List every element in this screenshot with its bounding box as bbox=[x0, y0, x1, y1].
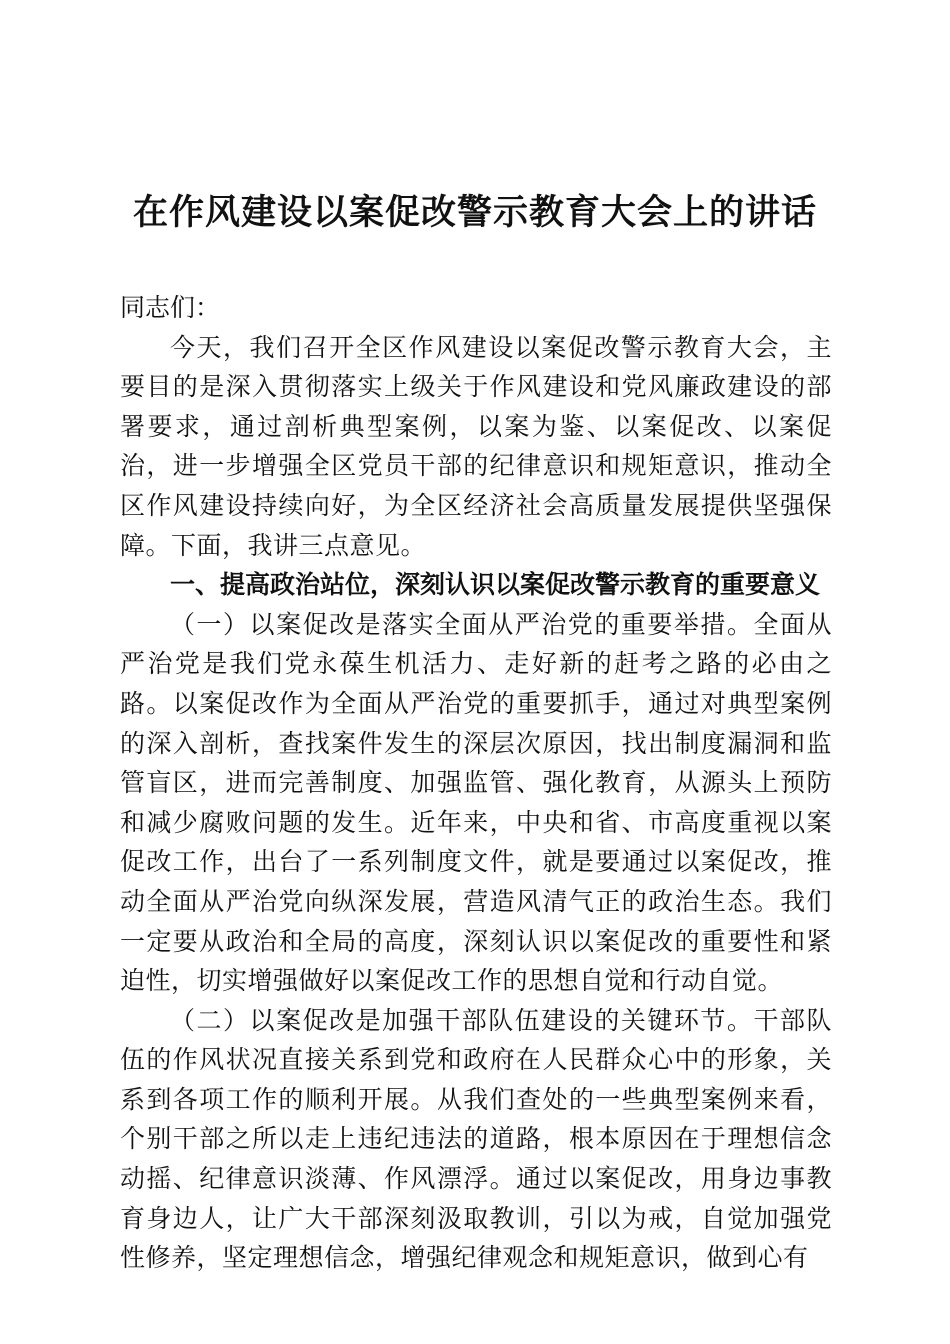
section-heading-1: 一、提高政治站位，深刻认识以案促改警示教育的重要意义 bbox=[170, 570, 821, 600]
salutation: 同志们： bbox=[120, 293, 221, 322]
document-body bbox=[120, 288, 832, 1278]
intro-paragraph: 今天，我们召开全区作风建设以案促改警示教育大会，主要目的是深入贯彻落实上级关于作风建设和党风廉政建设的部署要求，通过剖析典型案例，以案为鉴、以案促改、以案促治，进一步增强全区党员干部的纪律意识和规矩意识，推动全区作风建设持续向好，为全区经济社会高质量发展提供坚强保障。下面，我讲三点意见。 bbox=[120, 332, 832, 560]
section1-paragraph-1: （一）以案促改是落实全面从严治党的重要举措。全面从严治党是我们党永葆生机活力、走好新的赶考之路的必由之路。以案促改作为全面从严治党的重要抓手，通过对典型案例的深入剖析，查找案件发生的深层次原因，找出制度漏洞和监管盲区，进而完善制度、加强监管、强化教育，从源头上预防和减少腐败问题的发生。近年来，中央和省、市高度重视以案促改工作，出台了一系列制度文件，就是要通过以案促改，推动全面从严治党向纵深发展，营造风清气正的政治生态。我们一定要从政治和全局的高度，深刻认识以案促改的重要性和紧迫性，切实增强做好以案促改工作的思想自觉和行动自觉。 bbox=[120, 609, 832, 996]
document-title: 在作风建设以案促改警示教育大会上的讲话 bbox=[132, 192, 817, 233]
section1-paragraph-2: （二）以案促改是加强干部队伍建设的关键环节。干部队伍的作风状况直接关系到党和政府在人民群众心中的形象，关系到各项工作的顺利开展。从我们查处的一些典型案例来看，个别干部之所以走上违纪违法的道路，根本原因在于理想信念动摇、纪律意识淡薄、作风漂浮。通过以案促改，用身边事教育身边人，让广大干部深刻汲取教训，引以为戒，自觉加强党性修养，坚定理想信念，增强纪律观念和规矩意识，做到心有 bbox=[120, 1005, 832, 1273]
